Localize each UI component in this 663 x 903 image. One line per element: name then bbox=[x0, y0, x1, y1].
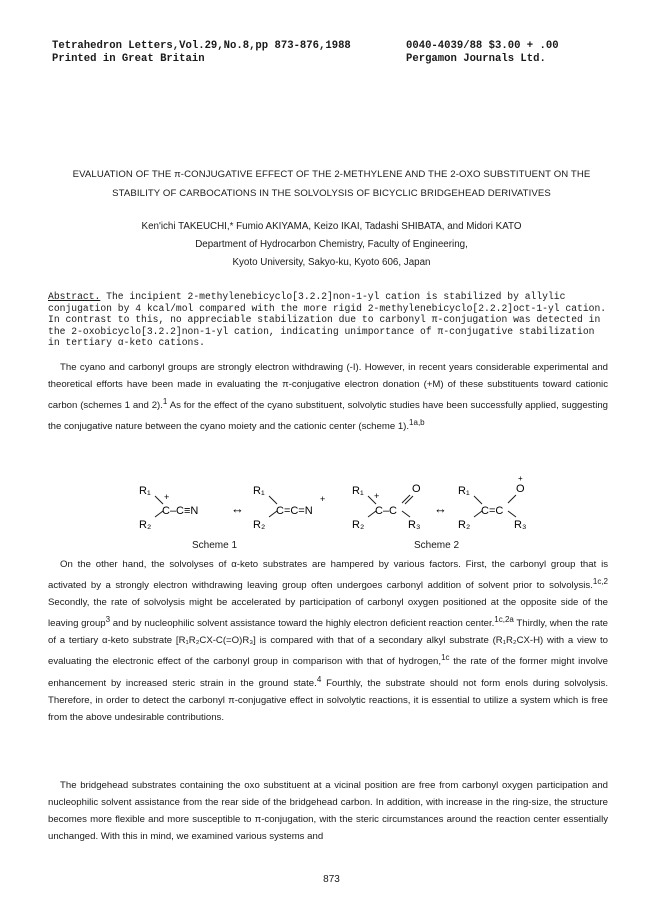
scheme2-oxygen-left: O bbox=[412, 483, 421, 495]
scheme1-r1-left: R₁ bbox=[139, 485, 151, 497]
journal-citation: Tetrahedron Letters,Vol.29,No.8,pp 873-876,1988 bbox=[52, 40, 351, 52]
para3-text: The bridgehead substrates containing the oxo substituent at a vicinal position are free from carbonyl oxygen participation and nucleophilic solvent assistance from the rear side of the bridgehead carbon. In addition, with increase in the ring-size, the structure becomes more flexible and more susceptible to π-conjugation, with the steric circumstances around the reaction center essentially unchanged. With this in mind, we examined various systems and bbox=[48, 780, 608, 842]
para2-text-3: and by nucleophilic solvent assistance toward the highly electron deficient reaction center. bbox=[110, 618, 495, 630]
scheme2-r2-left: R₂ bbox=[352, 519, 365, 531]
author-list: Ken'ichi TAKEUCHI,* Fumio AKIYAMA, Keizo IKAI, Tadashi SHIBATA, and Midori KATO bbox=[141, 221, 522, 232]
scheme-1-label: Scheme 1 bbox=[192, 540, 238, 551]
reference-1c: 1c bbox=[441, 653, 450, 663]
scheme1-right-group: C=C=N bbox=[276, 505, 313, 517]
paragraph-alpha-keto bbox=[48, 556, 608, 726]
scheme1-r2-left: R₂ bbox=[139, 519, 152, 531]
paragraph-bridgehead bbox=[48, 777, 608, 845]
para2-text-1: On the other hand, the solvolyses of α-keto substrates are hampered by various factors. First, the carbonyl group that is activated by a strongly electron withdrawing leaving group often undergoes carbonyl addition of solvent prior to solvolysis. bbox=[48, 559, 608, 592]
reference-1: 1 bbox=[162, 397, 168, 406]
scheme-2-diagram bbox=[348, 473, 558, 535]
paragraph-intro bbox=[48, 359, 608, 435]
abstract bbox=[48, 291, 608, 349]
svg-text:C–C: C–C bbox=[375, 505, 398, 517]
svg-text:C=C: C=C bbox=[481, 505, 504, 517]
abstract-label: Abstract. bbox=[48, 291, 101, 302]
abstract-text: The incipient 2-methylenebicyclo[3.2.2]non-1-yl cation is stabilized by allylic conjugation by 4 kcal/mol compared with the more rigid 2-methylenebicyclo[2.2.2]oct-1-yl cation. In contrast to this, no appreciable stabilization due to carbonyl π-conjugation was detected in the 2-oxobicyclo[3.2.2]non-1-yl cation, indicating unimportance of π-conjugative stabilization in tertiary α-keto cations. bbox=[48, 291, 607, 348]
article-title-line2: STABILITY OF CARBOCATIONS IN THE SOLVOLYSIS OF BICYCLIC BRIDGEHEAD DERIVATIVES bbox=[112, 188, 551, 199]
affiliation-line2: Kyoto University, Sakyo-ku, Kyoto 606, Japan bbox=[232, 257, 431, 268]
svg-text:↔: ↔ bbox=[231, 501, 244, 516]
scheme1-r1-right: R₁ bbox=[253, 485, 265, 497]
svg-text:+: + bbox=[518, 474, 523, 483]
scheme2-r1-left: R₁ bbox=[352, 485, 364, 497]
reference-1c-2: 1c,2 bbox=[592, 577, 608, 586]
para2-text-5: the rate of the former might involve enhancement by increased steric strain in the ground state. bbox=[48, 656, 608, 689]
scheme2-r3-left: R₃ bbox=[408, 519, 421, 531]
reference-3: 3 bbox=[105, 615, 111, 625]
reference-4: 4 bbox=[316, 674, 322, 684]
issn-price: 0040-4039/88 $3.00 + .00 bbox=[406, 40, 559, 52]
svg-text:+: + bbox=[164, 492, 170, 502]
svg-text:↔: ↔ bbox=[434, 501, 447, 516]
paragraph-intro-text2: As for the effect of the cyano substituent, solvolytic studies have been successfully applied, suggesting the conjugative nature between the cyano moiety and the cationic center (scheme 1). bbox=[48, 400, 608, 433]
reference-1ab: 1a,b bbox=[409, 418, 425, 428]
scheme-1-diagram bbox=[135, 475, 345, 535]
scheme2-r2-right: R₂ bbox=[458, 519, 471, 531]
article-title-line1: EVALUATION OF THE π-CONJUGATIVE EFFECT OF THE 2-METHYLENE AND THE 2-OXO SUBSTITUENT ON THE bbox=[72, 169, 591, 180]
scheme2-r1-right: R₁ bbox=[458, 485, 470, 497]
para2-text-2: Secondly, the rate of solvolysis might be accelerated by participation of carbonyl oxygen positioned at the opposite side of the leaving group bbox=[48, 597, 608, 630]
para2-text-4: Thirdly, when the rate of a tertiary α-keto substrate [R₁R₂CX-C(=O)R₃] is compared with that of a secondary alkyl substrate (R₁R₂CX-H) with a view to evaluating the electronic effect of the carbonyl group in comparison with that of hydrogen, bbox=[48, 618, 608, 668]
svg-text:+: + bbox=[374, 491, 380, 501]
scheme2-oxygen-right: O bbox=[516, 483, 525, 495]
scheme2-r3-right: R₃ bbox=[514, 519, 527, 531]
paragraph-intro-text: The cyano and carbonyl groups are strongly electron withdrawing (-I). However, in recent years considerable experimental and theoretical efforts have been made in evaluating the π-conjugative electron donation (+M) of these substituents toward cationic carbon (schemes 1 and 2). bbox=[48, 362, 608, 412]
scheme1-r2-right: R₂ bbox=[253, 519, 266, 531]
scheme-2-label: Scheme 2 bbox=[414, 540, 460, 551]
para2-text-6: Fourthly, the substrate should not form enols during solvolysis. Therefore, in order to detect the carbonyl π-conjugative effect in solvolytic reactions, it is essential to utilize a system which is free from the above undesirable contributions. bbox=[48, 677, 608, 723]
affiliation-line1: Department of Hydrocarbon Chemistry, Faculty of Engineering, bbox=[195, 239, 468, 250]
page-number: 873 bbox=[323, 874, 340, 885]
publisher: Pergamon Journals Ltd. bbox=[406, 53, 546, 65]
reference-1c-2a: 1c,2a bbox=[494, 615, 514, 625]
svg-text:+: + bbox=[320, 494, 326, 504]
printed-location: Printed in Great Britain bbox=[52, 53, 205, 65]
scheme1-left-group: C–C≡N bbox=[162, 505, 199, 517]
